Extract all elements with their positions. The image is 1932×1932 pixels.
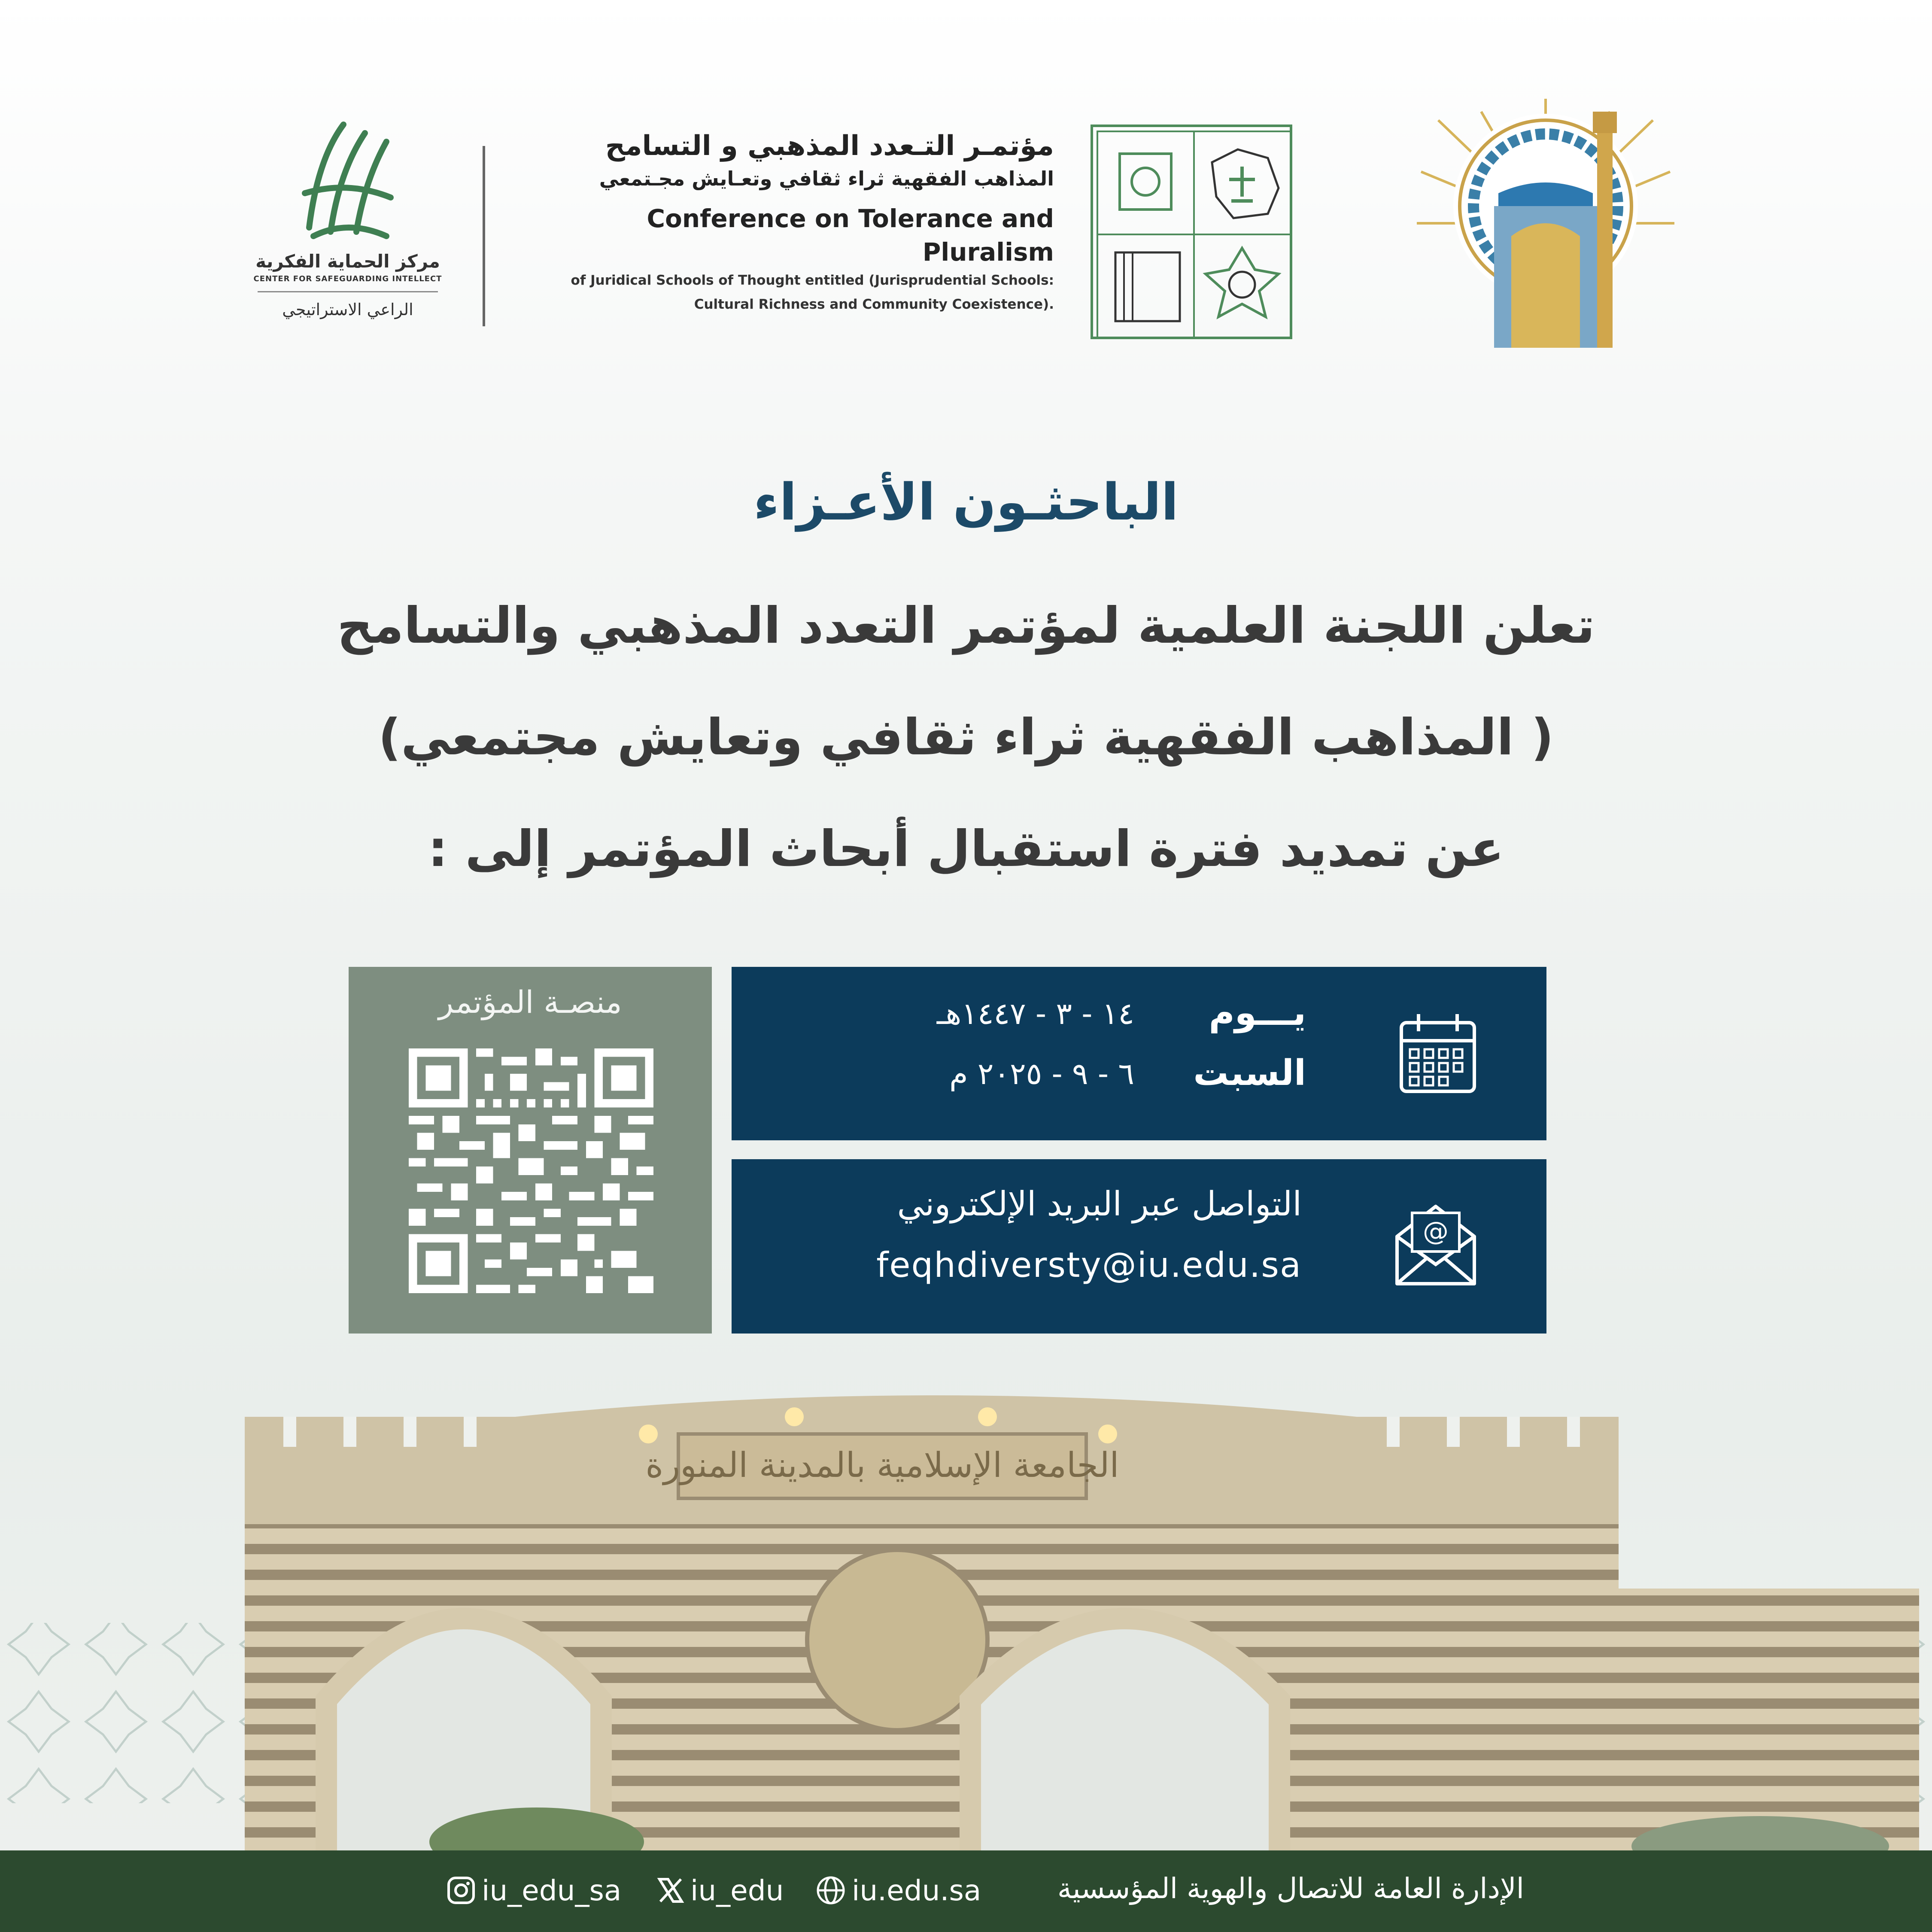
- sponsor-divider: [258, 291, 438, 292]
- mail-icon: [1393, 1189, 1479, 1288]
- star-cell: [1193, 234, 1291, 338]
- platform-title: منصـة المؤتمر: [438, 984, 622, 1020]
- globe-icon: [816, 1875, 846, 1905]
- contact-email[interactable]: feqhdiversty@iu.edu.sa: [876, 1245, 1302, 1285]
- instagram-icon: [447, 1876, 476, 1905]
- book-icon: [1098, 235, 1193, 337]
- svg-text:@: @: [1423, 1216, 1449, 1246]
- conference-title-en: Conference on Tolerance and Pluralism: [647, 204, 1054, 267]
- conference-title-block: [511, 129, 1054, 317]
- sponsor-name-ar: مركز الحماية الفكرية: [255, 251, 440, 272]
- conference-subtitle-en-1: of Juridical Schools of Thought entitled (Jurisprudential Schools:: [571, 273, 1054, 289]
- announcement-line-1: تعلن اللجنة العلمية لمؤتمر التعدد المذهبي والتسامح: [337, 597, 1595, 655]
- day-label: يـــوم: [1209, 993, 1306, 1033]
- sponsor-name-en: CENTER FOR SAFEGUARDING INTELLECT: [253, 274, 442, 283]
- qr-code-icon[interactable]: [409, 1048, 653, 1293]
- gregorian-date: ٦ - ٩ - ٢٠٢٥ م: [949, 1056, 1134, 1091]
- conference-platform-card[interactable]: [349, 967, 712, 1334]
- deadline-date-card: [732, 967, 1546, 1140]
- gate-inscription: الجامعة الإسلامية بالمدينة المنورة: [645, 1445, 1119, 1485]
- website-text: iu.edu.sa: [852, 1874, 981, 1907]
- website-link[interactable]: [816, 1871, 981, 1910]
- ornament-cell: [1097, 131, 1195, 235]
- sponsor-block: [240, 107, 455, 319]
- conference-subtitle-ar: المذاهب الفقهية ثراء ثقافي وتعـايش مجـتمعي: [599, 167, 1054, 190]
- conference-logo: [1091, 125, 1292, 339]
- sponsor-role: الراعي الاستراتيجي: [282, 300, 413, 319]
- calendar-icon: [1397, 1010, 1479, 1096]
- announcement-line-2: ( المذاهب الفقهية ثراء ثقافي وتعايش مجتمعي): [378, 708, 1554, 766]
- contact-label: التواصل عبر البريد الإلكتروني: [897, 1185, 1302, 1224]
- saudi-map-cell: [1193, 131, 1291, 235]
- contact-email-card: [732, 1159, 1546, 1334]
- footer-bar: [0, 1850, 1932, 1932]
- twitter-handle: iu_edu: [690, 1874, 784, 1907]
- iu-emblem-icon: [1413, 94, 1679, 352]
- hijri-date: ١٤ - ٣ - ١٤٤٧هـ: [936, 996, 1134, 1031]
- day-name: السبت: [1193, 1053, 1306, 1094]
- department-name: الإدارة العامة للاتصال والهوية المؤسسية: [1057, 1872, 1524, 1905]
- header-divider: [483, 146, 485, 326]
- conference-title-ar: مؤتمـر التـعدد المذهبي و التسامح: [605, 130, 1054, 162]
- lantern-icon: [1098, 132, 1193, 234]
- instagram-link[interactable]: [447, 1871, 621, 1910]
- x-logo-icon: [657, 1877, 684, 1904]
- star-ornament-icon: [1195, 235, 1290, 337]
- announcement-line-3: عن تمديد فترة استقبال أبحاث المؤتمر إلى :: [428, 820, 1504, 878]
- islamic-university-logo: [1413, 94, 1679, 352]
- book-cell: [1097, 234, 1195, 338]
- sponsor-calligraphy-icon: [292, 107, 404, 249]
- greeting-heading: الباحثـون الأعـزاء: [753, 472, 1179, 532]
- instagram-handle: iu_edu_sa: [482, 1874, 622, 1907]
- university-gate-image: [0, 1374, 1932, 1855]
- saudi-map-icon: [1195, 132, 1290, 234]
- twitter-link[interactable]: [657, 1871, 784, 1910]
- conference-subtitle-en-2: Cultural Richness and Community Coexistence).: [694, 296, 1054, 312]
